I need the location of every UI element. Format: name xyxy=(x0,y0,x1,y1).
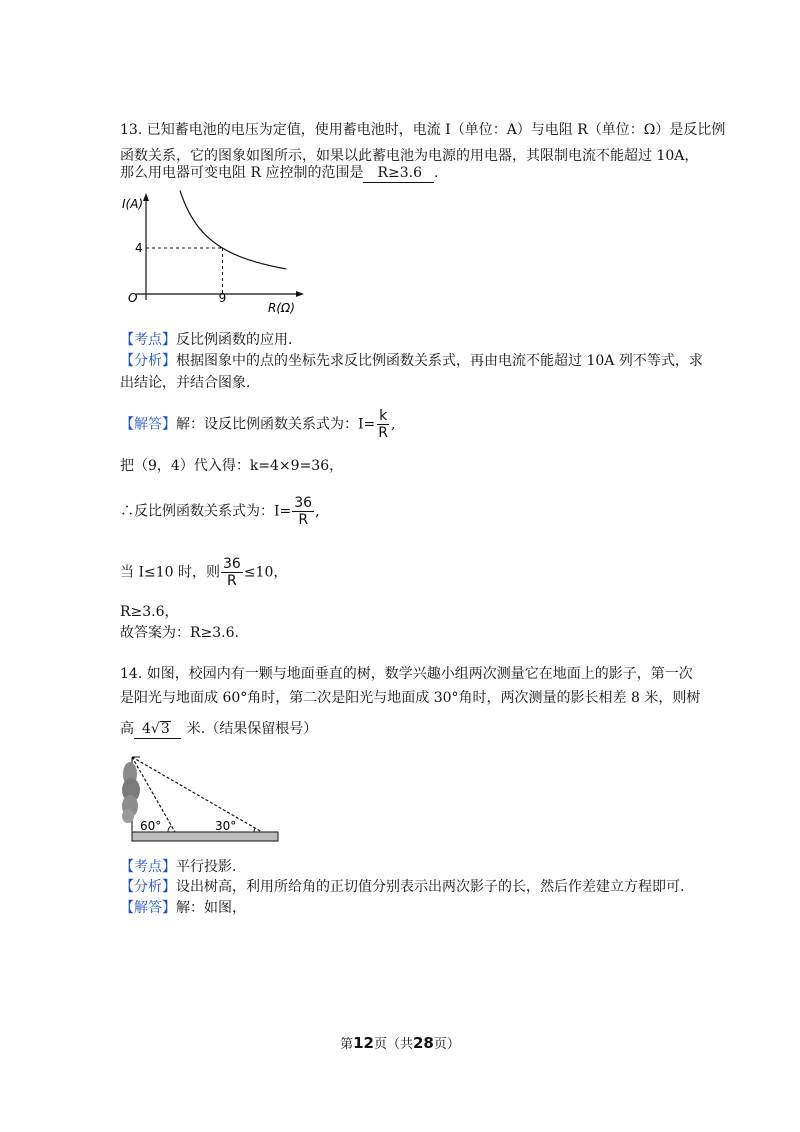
q13-answer: R≥3.6 xyxy=(363,164,434,183)
sqrt-icon: √ xyxy=(150,721,160,737)
q13-fenxi-2: 出结论，并结合图象. xyxy=(120,375,251,391)
q14-line-1: 14. 如图，校园内有一颗与地面垂直的树，数学兴趣小组两次测量它在地面上的影子，第一次 xyxy=(120,666,693,682)
answer-coef: 4 xyxy=(142,721,151,737)
answer-radicand: 3 xyxy=(160,721,170,737)
footer-post: 页） xyxy=(433,1037,460,1052)
jieda-text-2: 解：如图， xyxy=(176,900,246,916)
q14-fenxi xyxy=(120,877,684,897)
frac3-den: R xyxy=(227,573,237,589)
fenxi-text-2: 设出树高，利用所给角的正切值分别表示出两次影子的长，然后作差建立方程即可. xyxy=(176,879,685,895)
fraction-36-over-r-2 xyxy=(221,556,243,589)
q13-final-answer: 故答案为：R≥3.6. xyxy=(120,625,239,641)
q14-line-3-end: 米.（结果保留根号） xyxy=(186,721,318,737)
ground xyxy=(132,832,278,841)
q13-fenxi xyxy=(120,351,703,371)
q13-graph xyxy=(118,190,318,320)
q14-line-3-text: 高 xyxy=(120,721,134,737)
q14-kaodian xyxy=(120,857,236,877)
q13-when xyxy=(120,556,287,589)
fenxi-tag: 【分析】 xyxy=(120,353,176,369)
q13-line-2: 函数关系，它的图象如图所示，如果以此蓄电池为电源的用电器，其限制电流不能超过 10A， xyxy=(120,148,699,164)
footer-mid: 页（共 xyxy=(373,1037,413,1052)
q14-line-2: 是阳光与地面成 60°角时，第二次是阳光与地面成 30°角时，两次测量的影长相差 8 米，则树 xyxy=(120,690,701,706)
frac2-den: R xyxy=(298,512,309,528)
graph-x-label: R(Ω) xyxy=(268,301,295,315)
page-total: 28 xyxy=(413,1034,434,1052)
frac1-den: R xyxy=(378,425,388,441)
thus-text: ∴反比例函数关系式为：I= xyxy=(120,503,292,520)
q14-line-3 xyxy=(120,719,317,739)
thus-end: , xyxy=(315,503,320,520)
kaodian-tag: 【考点】 xyxy=(120,332,176,348)
jieda-tag-2: 【解答】 xyxy=(120,900,176,916)
q13-line-3 xyxy=(120,163,438,183)
arc-30 xyxy=(254,828,255,832)
kaodian-text: 反比例函数的应用. xyxy=(176,332,293,348)
q14-answer xyxy=(134,720,181,739)
angle-30-label: 30° xyxy=(215,819,237,833)
graph-origin: O xyxy=(128,291,138,305)
tree-icon xyxy=(122,758,140,832)
frac1-num: k xyxy=(379,408,388,424)
q13-line-3-text: 那么用电器可变电阻 R 应控制的范围是 xyxy=(120,165,364,181)
q14-jieda xyxy=(120,898,246,918)
graph-y-tick: 4 xyxy=(135,241,143,255)
q13-kaodian xyxy=(120,330,292,350)
jieda-end: , xyxy=(391,416,396,433)
frac2-num: 36 xyxy=(294,495,313,511)
page-footer xyxy=(0,1033,800,1052)
page-number: 12 xyxy=(353,1034,374,1052)
jieda-tag: 【解答】 xyxy=(120,416,176,433)
graph-y-label: I(A) xyxy=(122,197,144,211)
fraction-36-over-r xyxy=(292,495,314,528)
q13-curve xyxy=(180,191,286,269)
q14-figure xyxy=(118,752,288,847)
when-end: ≤10， xyxy=(243,564,288,581)
graph-x-tick: 9 xyxy=(218,291,227,305)
y-axis-arrow xyxy=(143,193,149,201)
when-text: 当 I≤10 时，则 xyxy=(120,564,220,581)
footer-pre: 第 xyxy=(340,1037,354,1052)
fenxi-tag-2: 【分析】 xyxy=(120,879,176,895)
q13-substitute: 把（9，4）代入得：k=4×9=36， xyxy=(120,458,344,474)
kaodian-text-2: 平行投影. xyxy=(176,859,237,875)
q13-r-result: R≥3.6， xyxy=(120,604,179,620)
jieda-text: 解：设反比例函数关系式为：I= xyxy=(176,416,376,433)
q13-jieda xyxy=(120,408,395,441)
fenxi-text-1: 根据图象中的点的坐标先求反比例函数关系式，再由电流不能超过 10A 列不等式，求 xyxy=(176,353,703,369)
q13-line-3-end: . xyxy=(434,165,439,181)
q13-line-1: 13. 已知蓄电池的电压为定值，使用蓄电池时，电流 I（单位：A）与电阻 R（单位：Ω）是反比例 xyxy=(120,122,726,138)
arc-60 xyxy=(168,826,171,832)
frac3-num: 36 xyxy=(222,556,241,572)
x-axis-arrow xyxy=(296,291,304,297)
kaodian-tag-2: 【考点】 xyxy=(120,859,176,875)
angle-60-label: 60° xyxy=(140,819,162,833)
q13-thus xyxy=(120,495,320,528)
fraction-k-over-r xyxy=(376,408,390,441)
